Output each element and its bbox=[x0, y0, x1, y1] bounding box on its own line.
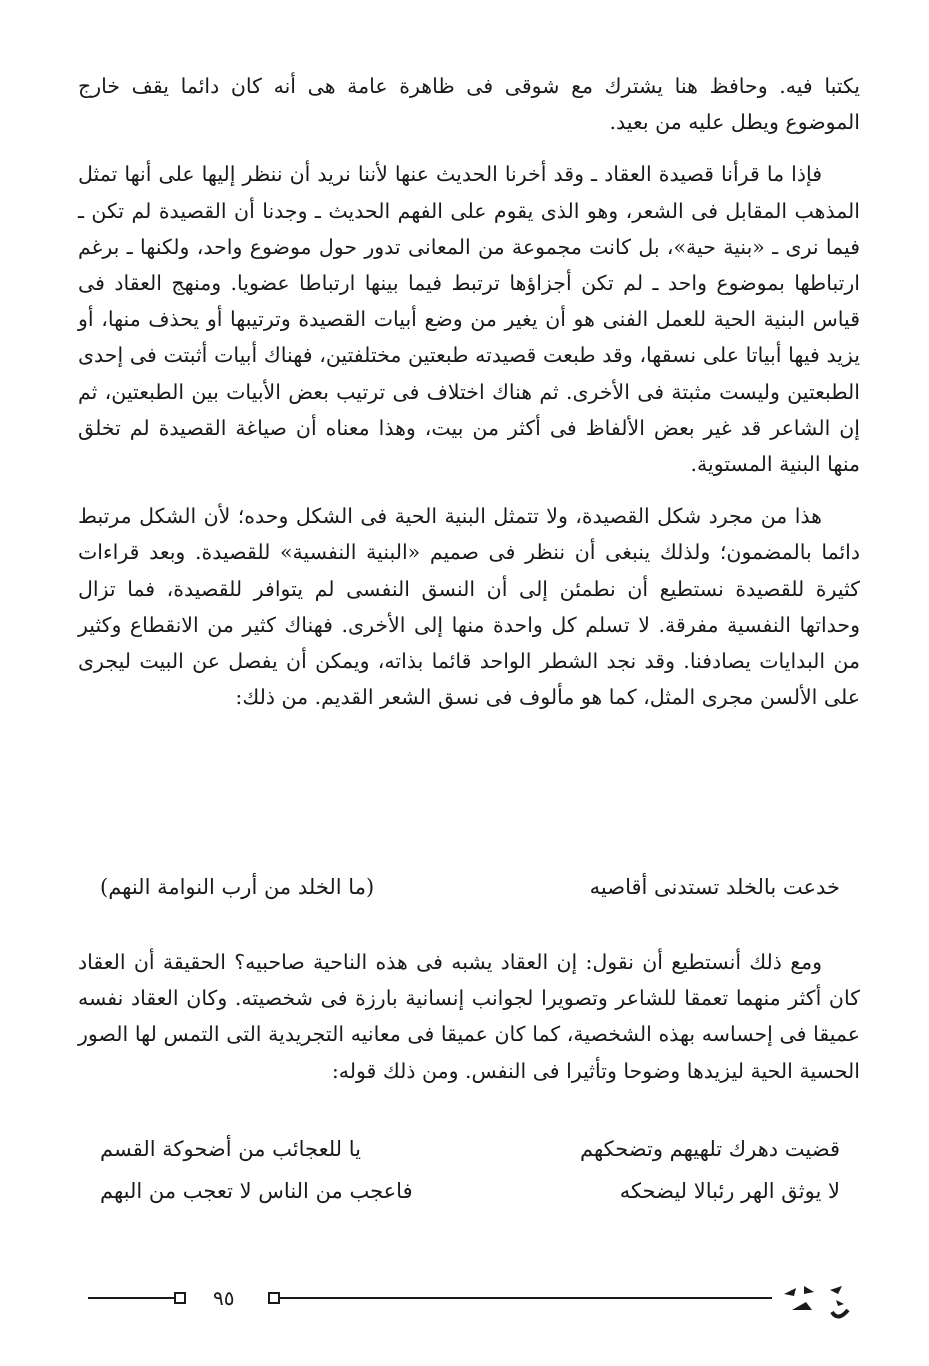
verse-line bbox=[100, 1128, 840, 1170]
footer-ornament-icon bbox=[782, 1280, 852, 1330]
verse-second-hemistich: يا للعجائب من أضحوكة القسم bbox=[100, 1137, 361, 1161]
verse-first-hemistich: لا يوثق الهر رئبالا ليضحكه bbox=[619, 1179, 840, 1203]
verse-block-1 bbox=[100, 866, 840, 908]
text-column-top bbox=[78, 68, 860, 715]
verse-line bbox=[100, 1170, 840, 1212]
footer-rule-left bbox=[88, 1297, 174, 1299]
paragraph-2: فإذا ما قرأنا قصيدة العقاد ـ وقد أخرنا الحديث عنها لأننا نريد أن ننظر إليها على أنها تمثل المذهب المقابل فى الشعر، وهو الذى يقوم على الفهم الحديث ـ وجدنا أن القصيدة لم تكن ـ فيما نرى ـ «بنية حية»، بل كانت مجموعة من المعانى تدور حول موضوع واحد، ولكنها ـ برغم ارتباطها بموضوع واحد ـ لم تكن أجزاؤها ترتبط فيما بينها ارتباطا عضويا. ومنهج العقاد فى قياس البنية الحية للعمل الفنى هو أن يغير من وضع أبيات القصيدة وترتيبها أو يحذف منها، أو يزيد فيها أبياتا على نسقها، وقد طبعت قصيدته طبعتين مختلفتين، فهناك أبيات أثبتت فى إحدى الطبعتين وليست مثبتة فى الأخرى. ثم هناك اختلاف فى ترتيب بعض الأبيات بين الطبعتين، ثم إن الشاعر قد غير بعض الألفاظ فى أكثر من بيت، وهذا معناه أن صياغة القصيدة لم تخلق منها البنية المستوية. bbox=[78, 162, 860, 477]
paragraph-3: هذا من مجرد شكل القصيدة، ولا تتمثل البنية الحية فى الشكل وحده؛ لأن الشكل مرتبط دائما بالمضمون؛ ولذلك ينبغى أن ننظر فى صميم «البنية النفسية» للقصيدة. وبعد قراءات كثيرة للقصيدة نستطيع أن نطمئن إلى أن النسق النفسى لم يتوافر للقصيدة، فما تزال وحداتها النفسية مفرقة. لا تسلم كل واحدة منها إلى الأخرى. فهناك كثير من الانقطاع وكثير من البدايات يصادفنا. وقد نجد الشطر الواحد قائما بذاته، ويمكن أن يفصل عن البيت ليجرى على الألسن مجرى المثل، كما هو مألوف فى نسق الشعر القديم. من ذلك: bbox=[78, 504, 860, 710]
paragraph-1: يكتبا فيه. وحافظ هنا يشترك مع شوقى فى ظاهرة عامة هى أنه كان دائما يقف خارج الموضوع ويطل عليه من بعيد. bbox=[78, 74, 860, 135]
page-number: ٩٥ bbox=[213, 1286, 235, 1310]
verse-line bbox=[100, 866, 840, 908]
page-footer bbox=[0, 1280, 929, 1340]
paragraph-4: ومع ذلك أنستطيع أن نقول: إن العقاد يشبه فى هذه الناحية صاحبيه؟ الحقيقة أن العقاد كان أكثر منهما تعمقا للشاعر وتصويرا لجوانب إنسانية بارزة فى شخصيته. وكان العقاد نفسه عميقا فى إحساسه بهذه الشخصية، كما كان عميقا فى معانيه التجريدية التى التمس لها الصور الحسية الحية ليزيدها وضوحا وتأثيرا فى النفس. ومن ذلك قوله: bbox=[78, 950, 860, 1083]
text-column-bottom bbox=[78, 944, 860, 1089]
verse-block-2 bbox=[100, 1128, 840, 1212]
footer-square-left bbox=[174, 1292, 186, 1304]
verse-first-hemistich: قضيت دهرك تلهيهم وتضحكهم bbox=[579, 1137, 840, 1161]
footer-square-right bbox=[268, 1292, 280, 1304]
verse-second-hemistich: (ما الخلد من أرب النوامة النهم) bbox=[100, 875, 375, 899]
verse-second-hemistich: فاعجب من الناس لا تعجب من البهم bbox=[100, 1179, 413, 1203]
verse-first-hemistich: خدعت بالخلد تستدنى أقاصيه bbox=[589, 875, 840, 899]
footer-rule-right bbox=[280, 1297, 772, 1299]
